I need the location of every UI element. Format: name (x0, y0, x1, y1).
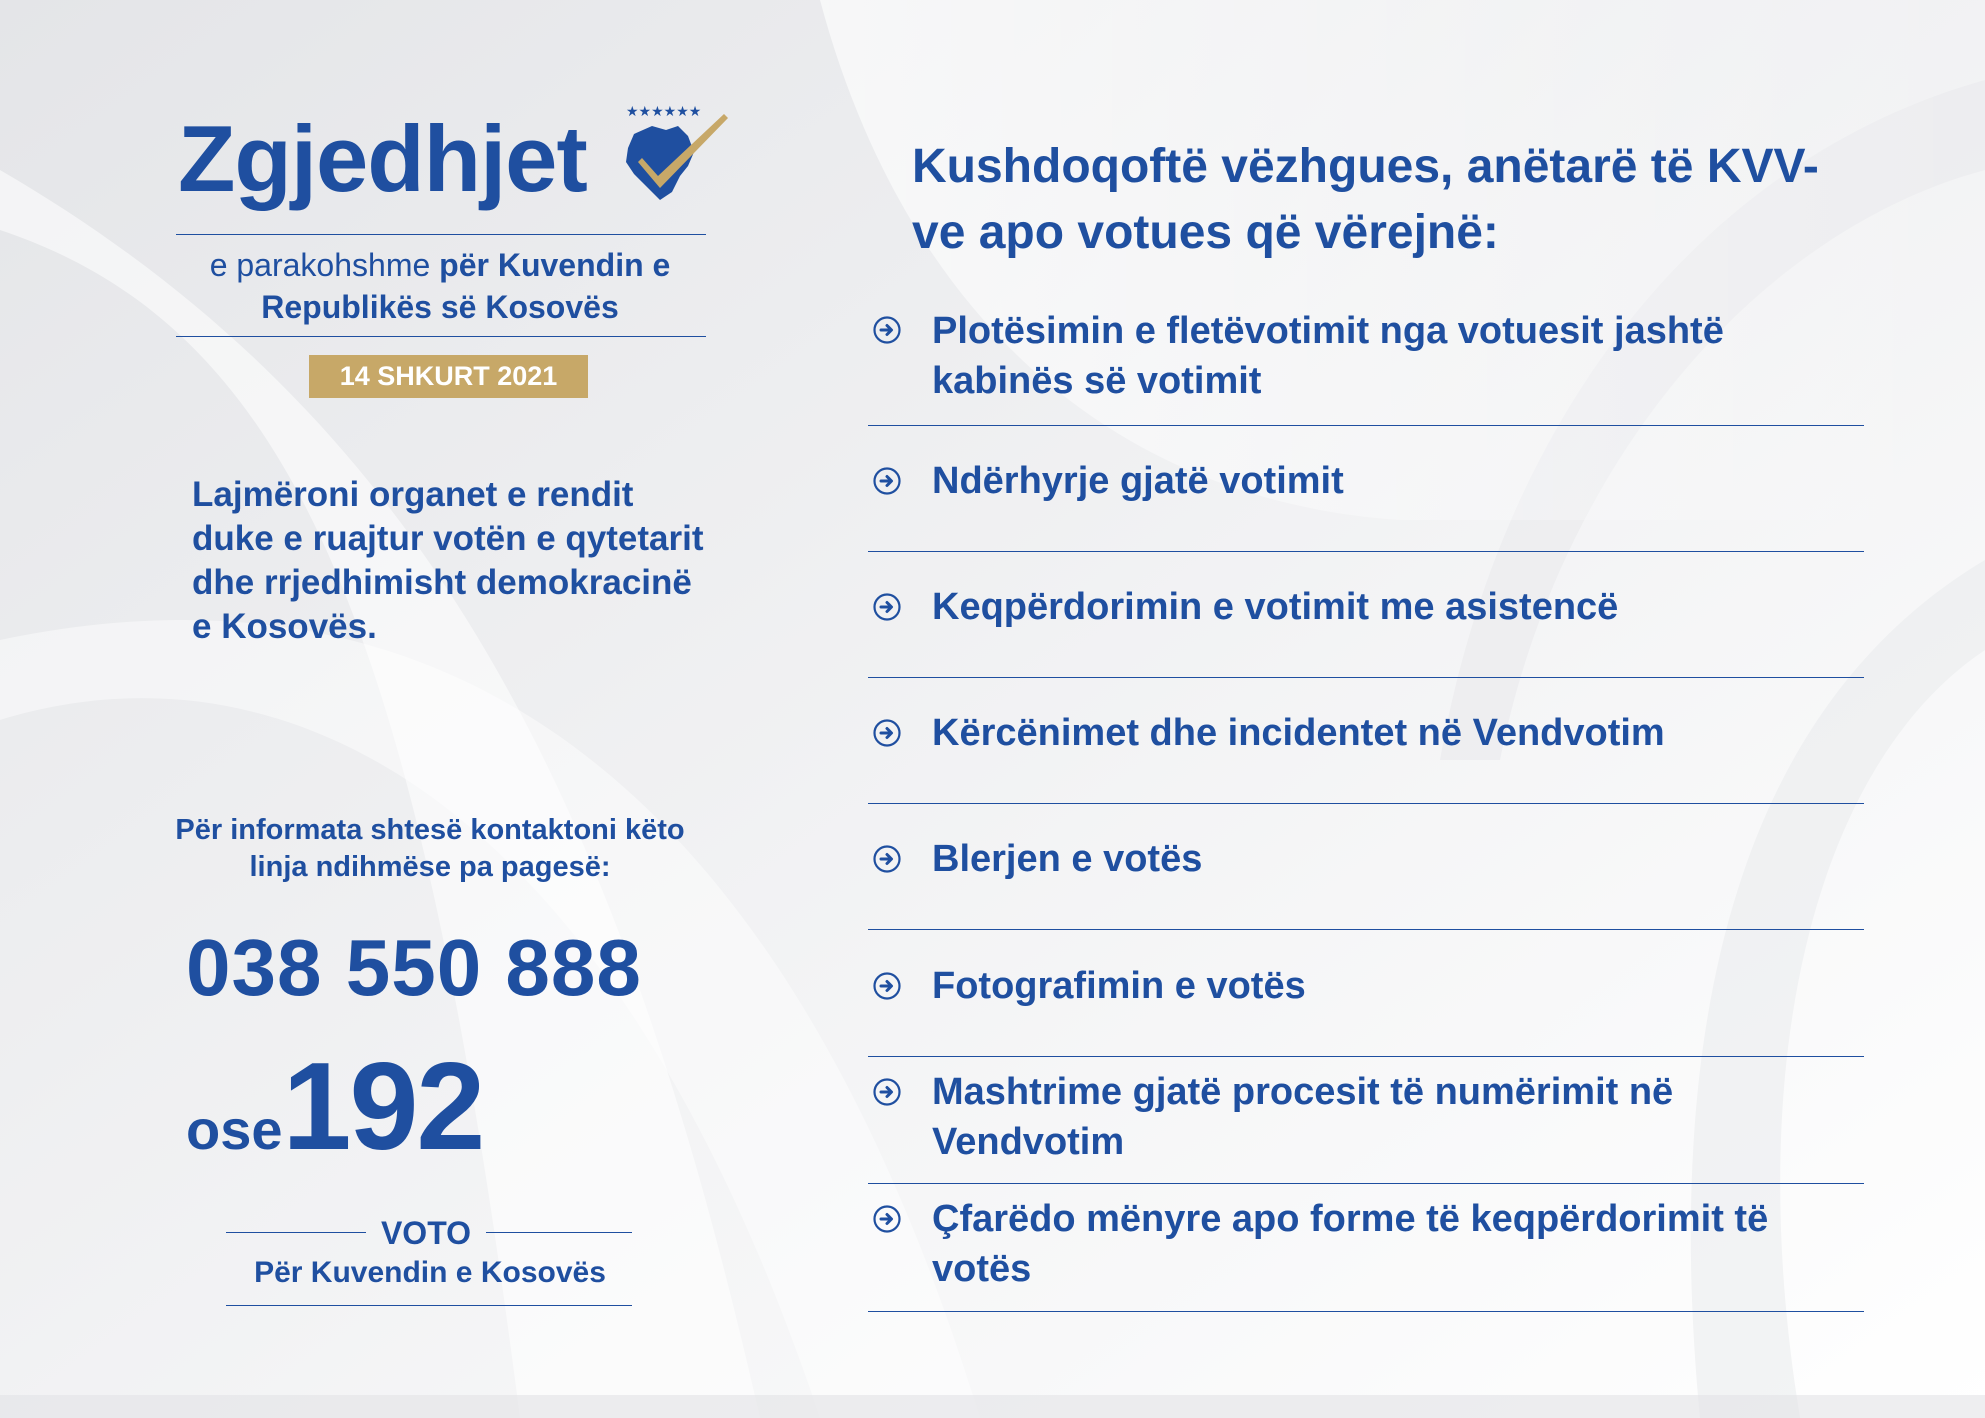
arrow-circle-icon (872, 718, 902, 748)
arrow-circle-icon (872, 844, 902, 874)
list-item-label: Kërcënimet dhe incidentet në Vendvotim (932, 712, 1665, 754)
subtitle-bold: për Kuvendin e (439, 247, 671, 283)
stars-icon: ★★★★★★ (626, 104, 702, 120)
alt-number: 192 (282, 1038, 484, 1176)
election-subtitle (160, 244, 720, 328)
list-item-label: Çfarëdo mënyre apo forme të keqpërdorimit të votës (932, 1198, 1769, 1290)
subtitle-divider-bottom (176, 336, 706, 337)
voto-word: VOTO (380, 1215, 472, 1251)
voto-divider-bottom (226, 1305, 632, 1306)
arrow-circle-icon (872, 971, 902, 1001)
date-badge: 14 SHKURT 2021 (309, 355, 588, 398)
list-item-label: Fotografimin e votës (932, 965, 1306, 1007)
or-word: ose (186, 1098, 283, 1161)
list-item-label: Blerjen e votës (932, 838, 1203, 880)
list-item (868, 678, 1864, 804)
election-title: Zgjedhjet (178, 106, 587, 211)
list-item-label: Plotësimin e fletëvotimit nga votuesit jashtë kabinës së votimit (932, 310, 1724, 402)
list-item (868, 1184, 1864, 1312)
arrow-circle-icon (872, 315, 902, 345)
voto-divider-left (226, 1232, 366, 1233)
list-item (868, 1057, 1864, 1184)
voto-divider-right (486, 1232, 632, 1233)
headline: Kushdoqoftë vëzhgues, anëtarë të KVV-ve apo votues që vërejnë: (912, 140, 1819, 259)
list-item (868, 930, 1864, 1057)
phone-number-alt (186, 1038, 484, 1176)
list-item-label: Ndërhyrje gjatë votimit (932, 460, 1344, 502)
arrow-circle-icon (872, 1204, 902, 1234)
list-item-label: Mashtrime gjatë procesit të numërimit në Vendvotim (932, 1071, 1674, 1163)
voto-tagline: Për Kuvendin e Kosovës (254, 1256, 606, 1289)
list-item (868, 804, 1864, 930)
list-item (868, 552, 1864, 678)
subtitle-line-2: Republikës së Kosovës (261, 289, 619, 325)
contact-info-text: Për informata shtesë kontaktoni këto linja ndihmëse pa pagesë: (175, 814, 685, 883)
phone-number-main: 038 550 888 (186, 923, 642, 1012)
kosovo-map-checkmark-logo (612, 96, 742, 212)
appeal-text: Lajmëroni organet e rendit duke e ruajtur votën e qytetarit dhe rrjedhimisht demokracinë e Kosovës. (192, 475, 704, 646)
arrow-circle-icon (872, 1077, 902, 1107)
subtitle-light: e parakohshme (209, 247, 440, 283)
subtitle-divider-top (176, 234, 706, 235)
list-item (868, 426, 1864, 552)
list-item (868, 300, 1864, 426)
list-item-label: Keqpërdorimin e votimit me asistencë (932, 586, 1619, 628)
arrow-circle-icon (872, 592, 902, 622)
arrow-circle-icon (872, 466, 902, 496)
